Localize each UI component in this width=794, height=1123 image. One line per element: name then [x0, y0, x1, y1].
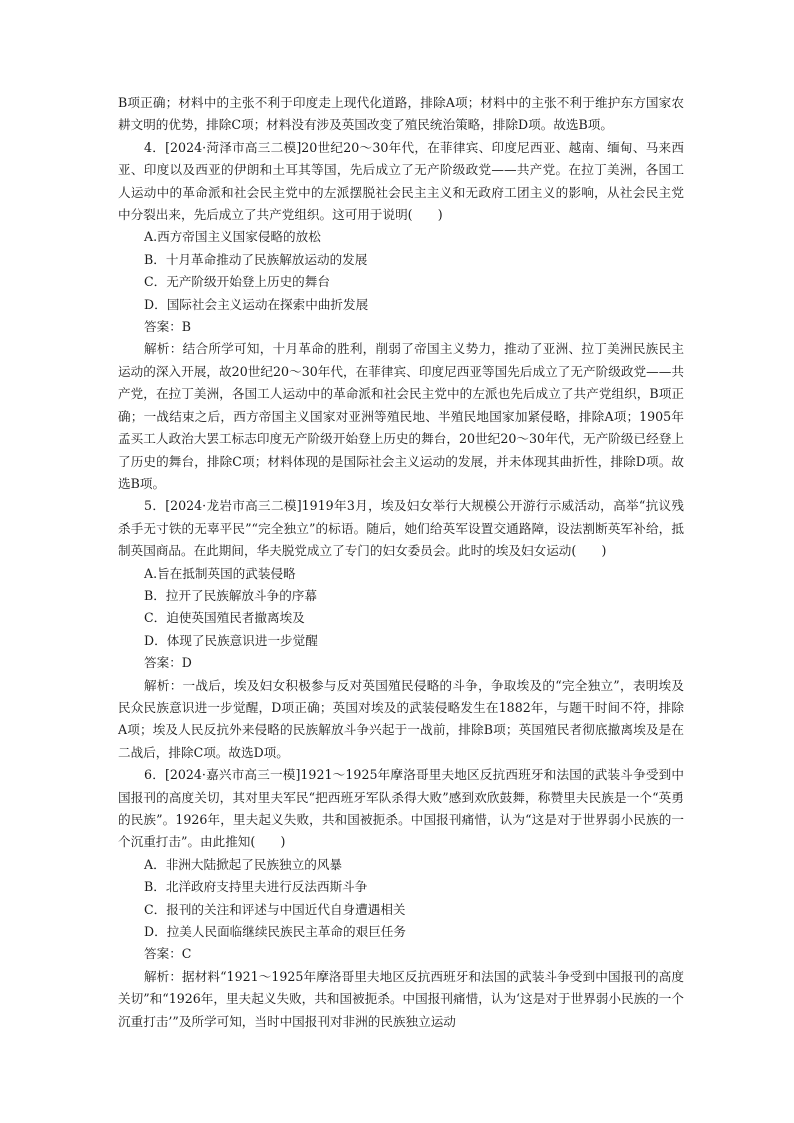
question-6-option-b: B．北洋政府支持里夫进行反法西斯斗争: [144, 879, 368, 895]
question-5-explanation: 解析：一战后，埃及妇女积极参与反对英国殖民侵略的斗争，争取埃及的“完全独立”，表明埃及民众民族意识进一步觉醒，D项正确；英国对埃及的武装侵略发生在1882年，与题干时间不符，排除A项；埃及人民反抗外来侵略的民族解放斗争兴起于一战前，排除B项；英国殖民者彻底撤离埃及是在二战后，排除C项。故选D项。: [118, 677, 684, 760]
question-6-answer: 答案：C: [144, 946, 192, 962]
question-4-option-c: C．无产阶级开始登上历史的舞台: [144, 274, 330, 290]
question-5-option-c: C．迫使英国殖民者撤离埃及: [144, 610, 305, 626]
question-4-explanation: 解析：结合所学可知，十月革命的胜利，削弱了帝国主义势力，推动了亚洲、拉丁美洲民族民主运动的深入开展，故20世纪20～30年代，在菲律宾、印度尼西亚等国先后成立了无产阶级政党——共产党，在拉丁美洲，各国工人运动中的革命派和社会民主党中的左派也先后成立了共产党组织，B项正确；一战结束之后，西方帝国主义国家对亚洲等殖民地、半殖民地国家加紧侵略，排除A项；1905年孟买工人政治大罢工标志印度无产阶级开始登上历史的舞台，20世纪20～30年代，无产阶级已经登上了历史的舞台，排除C项；材料体现的是国际社会主义运动的发展，并未体现其曲折性，排除D项。故选B项。: [118, 341, 684, 491]
question-5-option-a: A.旨在抵制英国的武装侵略: [144, 565, 296, 581]
question-4-answer: 答案：B: [144, 319, 192, 335]
question-5-option-d: D．体现了民族意识进一步觉醒: [144, 632, 318, 648]
question-6-option-c: C．报刊的关注和评述与中国近代自身遭遇相关: [144, 901, 406, 917]
question-4-stem: 4．[2024·菏泽市高三二模]20世纪20～30年代，在菲律宾、印度尼西亚、越南、缅甸、马来西亚、印度以及西亚的伊朗和土耳其等国，先后成立了无产阶级政党——共产党。在拉丁美洲，各国工人运动中的革命派和社会民主党中的左派摆脱社会民主主义和无政府工团主义的影响，从社会民主党中分裂出来，先后成立了共产党组织。这可用于说明( ): [118, 139, 684, 223]
question-6-explanation: 解析：据材料“1921～1925年摩洛哥里夫地区反抗西班牙和法国的武装斗争受到中国报刊的高度关切”和“1926年，里夫起义失败，共和国被扼杀。中国报刊痛惜，认为‘这是对于世界弱小民族的一个沉重打击’”及所学可知，当时中国报刊对非洲的民族独立运动: [118, 968, 684, 1029]
question-4-option-b: B．十月革命推动了民族解放运动的发展: [144, 251, 368, 267]
question-5-option-b: B．拉开了民族解放斗争的序幕: [144, 587, 317, 603]
question-6-option-d: D．拉美人民面临继续民族民主革命的艰巨任务: [144, 924, 406, 940]
question-6-option-a: A．非洲大陆掀起了民族独立的风暴: [144, 856, 343, 872]
question-6-stem: 6．[2024·嘉兴市高三一模]1921～1925年摩洛哥里夫地区反抗西班牙和法国的武装斗争受到中国报刊的高度关切，其对里夫军民“把西班牙军队杀得大败”感到欢欣鼓舞，称赞里夫民族是一个“英勇的民族”。1926年，里夫起义失败，共和国被扼杀。中国报刊痛惜，认为“这是对于世界弱小民族的一个沉重打击”。由此推知( ): [118, 767, 684, 850]
question-5-stem: 5．[2024·龙岩市高三二模]1919年3月，埃及妇女举行大规模公开游行示威活动，高举“抗议残杀手无寸铁的无辜平民”“完全独立”的标语。随后，她们给英军设置交通路障，设法割断英军补给，抵制英国商品。在此期间，华夫脱党成立了专门的妇女委员会。此时的埃及妇女运动( ): [118, 498, 684, 559]
question-5-answer: 答案：D: [144, 655, 192, 671]
question-4-option-d: D．国际社会主义运动在探索中曲折发展: [144, 296, 369, 312]
paragraph-prev-explanation-tail: B项正确；材料中的主张不利于印度走上现代化道路，排除A项；材料中的主张不利于维护东方国家农耕文明的优势，排除C项；材料没有涉及英国改变了殖民统治策略，排除D项。故选B项。: [118, 95, 684, 133]
question-4-option-a: A.西方帝国主义国家侵略的放松: [144, 229, 321, 245]
document-page: [118, 92, 684, 1033]
